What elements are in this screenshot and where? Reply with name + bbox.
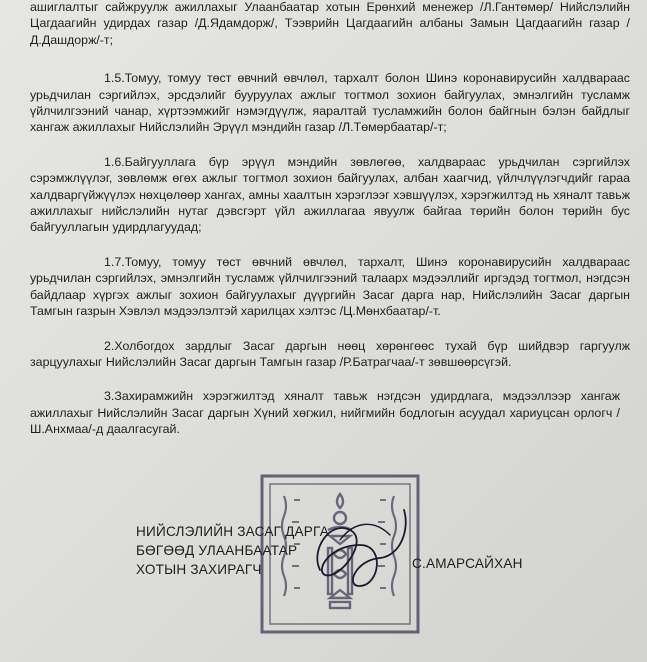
paragraph-continuation: ашиглалтыг сайжруулж ажиллахыг Улаанбаатар хотын Ерөнхий менежер /Л.Гантөмөр/ Нийслэлийн Цагдаагийн удирдах газар /Д.Ядамдорж/, Тээврийн Цагдаагийн албаны Замын Цагдаагийн газар /Д.Дашдорж/-т;: [30, 0, 630, 47]
signature-scribble-icon: [300, 490, 420, 600]
paragraph-2: 2.Холбогдох зардлыг Засаг даргын нөөц хөрөнгөөс тухай бүр шийдвэр гаргуулж зарцуулахыг Нийслэлийн Засаг даргын Тамгын газар /Р.Батрагчаа/-т зөвшөөрсүгэй.: [30, 338, 630, 369]
signatory-name: С.АМАРСАЙХАН: [412, 556, 523, 571]
signatory-title-line-3: ХОТЫН ЗАХИРАГЧ: [136, 562, 262, 577]
paragraph-1-6: 1.6.Байгууллага бүр эрүүл мэндийн зөвлөгөө, халдвараас урьдчилан сэргийлэх сэрэмжлүүлэг, зөвлөмж өгөх ажлыг тогтмол зохион байгуулах, албан хаагчид, үйлчлүүлэгчдийг гараа халдваргүйжүүлэх нөхцөлөөр хангах, амны хаалтын хэрэглээг хэвшүүлэх, хэрэгжилтэд нь хяналт тавьж ажиллахыг нийслэлийн нутаг дэвсгэрт үйл ажиллагаа явуулж байгаа төрийн болон төрийн бус байгууллагын удирдлагуудад;: [30, 154, 630, 235]
signatory-title-line-2: БӨГӨӨД УЛААНБААТАР: [136, 543, 298, 558]
paragraph-1-5: 1.5.Томуу, томуу төст өвчний өвчлөл, тархалт болон Шинэ коронавирусийн халдвараас урьдчилан сэргийлэх, эрсдэлийг бууруулах ажлыг тогтмол зохион байгуулах, эмнэлгийн тусламж үйлчилгээний чанар, хүртээмжийг нэмэгдүүлж, яаралтай тусламжийн болон байгнын бэлэн байдлыг хангаж ажиллахыг Нийслэлийн Эрүүл мэндийн газар /Л.Төмөрбаатар/-т;: [30, 71, 630, 135]
signatory-title-line-1: НИЙСЛЭЛИЙН ЗАСАГ ДАРГА: [136, 524, 329, 539]
paragraph-3: 3.Захирамжийн хэрэгжилтэд хяналт тавьж нэгдсэн удирдлага, мэдээллээр хангаж ажиллахыг Нийслэлийн Засаг даргын Хүний хөгжил, нийгмийн бодлогын асуудал хариуцсан орлогч /Ш.Анхмаа/-д даалгасугай.: [30, 389, 620, 437]
paragraph-1-7: 1.7.Томуу, томуу төст өвчний өвчлөл, тархалт, Шинэ коронавирусийн халдвараас урьдчилан сэргийлэх, эмнэлгийн тусламж үйлчилгээний талаарх мэдээллийг иргэдэд тогтмол, нэгдсэн байдлаар хүргэх ажлыг зохион байгуулахыг дүүргийн Засаг дарга нар, Нийслэлийн Засаг даргын Тамгын газрын Хэвлэл мэдээлэлтэй харилцах хэлтэс /Ц.Мөнхбаатар/-т.: [30, 254, 630, 319]
